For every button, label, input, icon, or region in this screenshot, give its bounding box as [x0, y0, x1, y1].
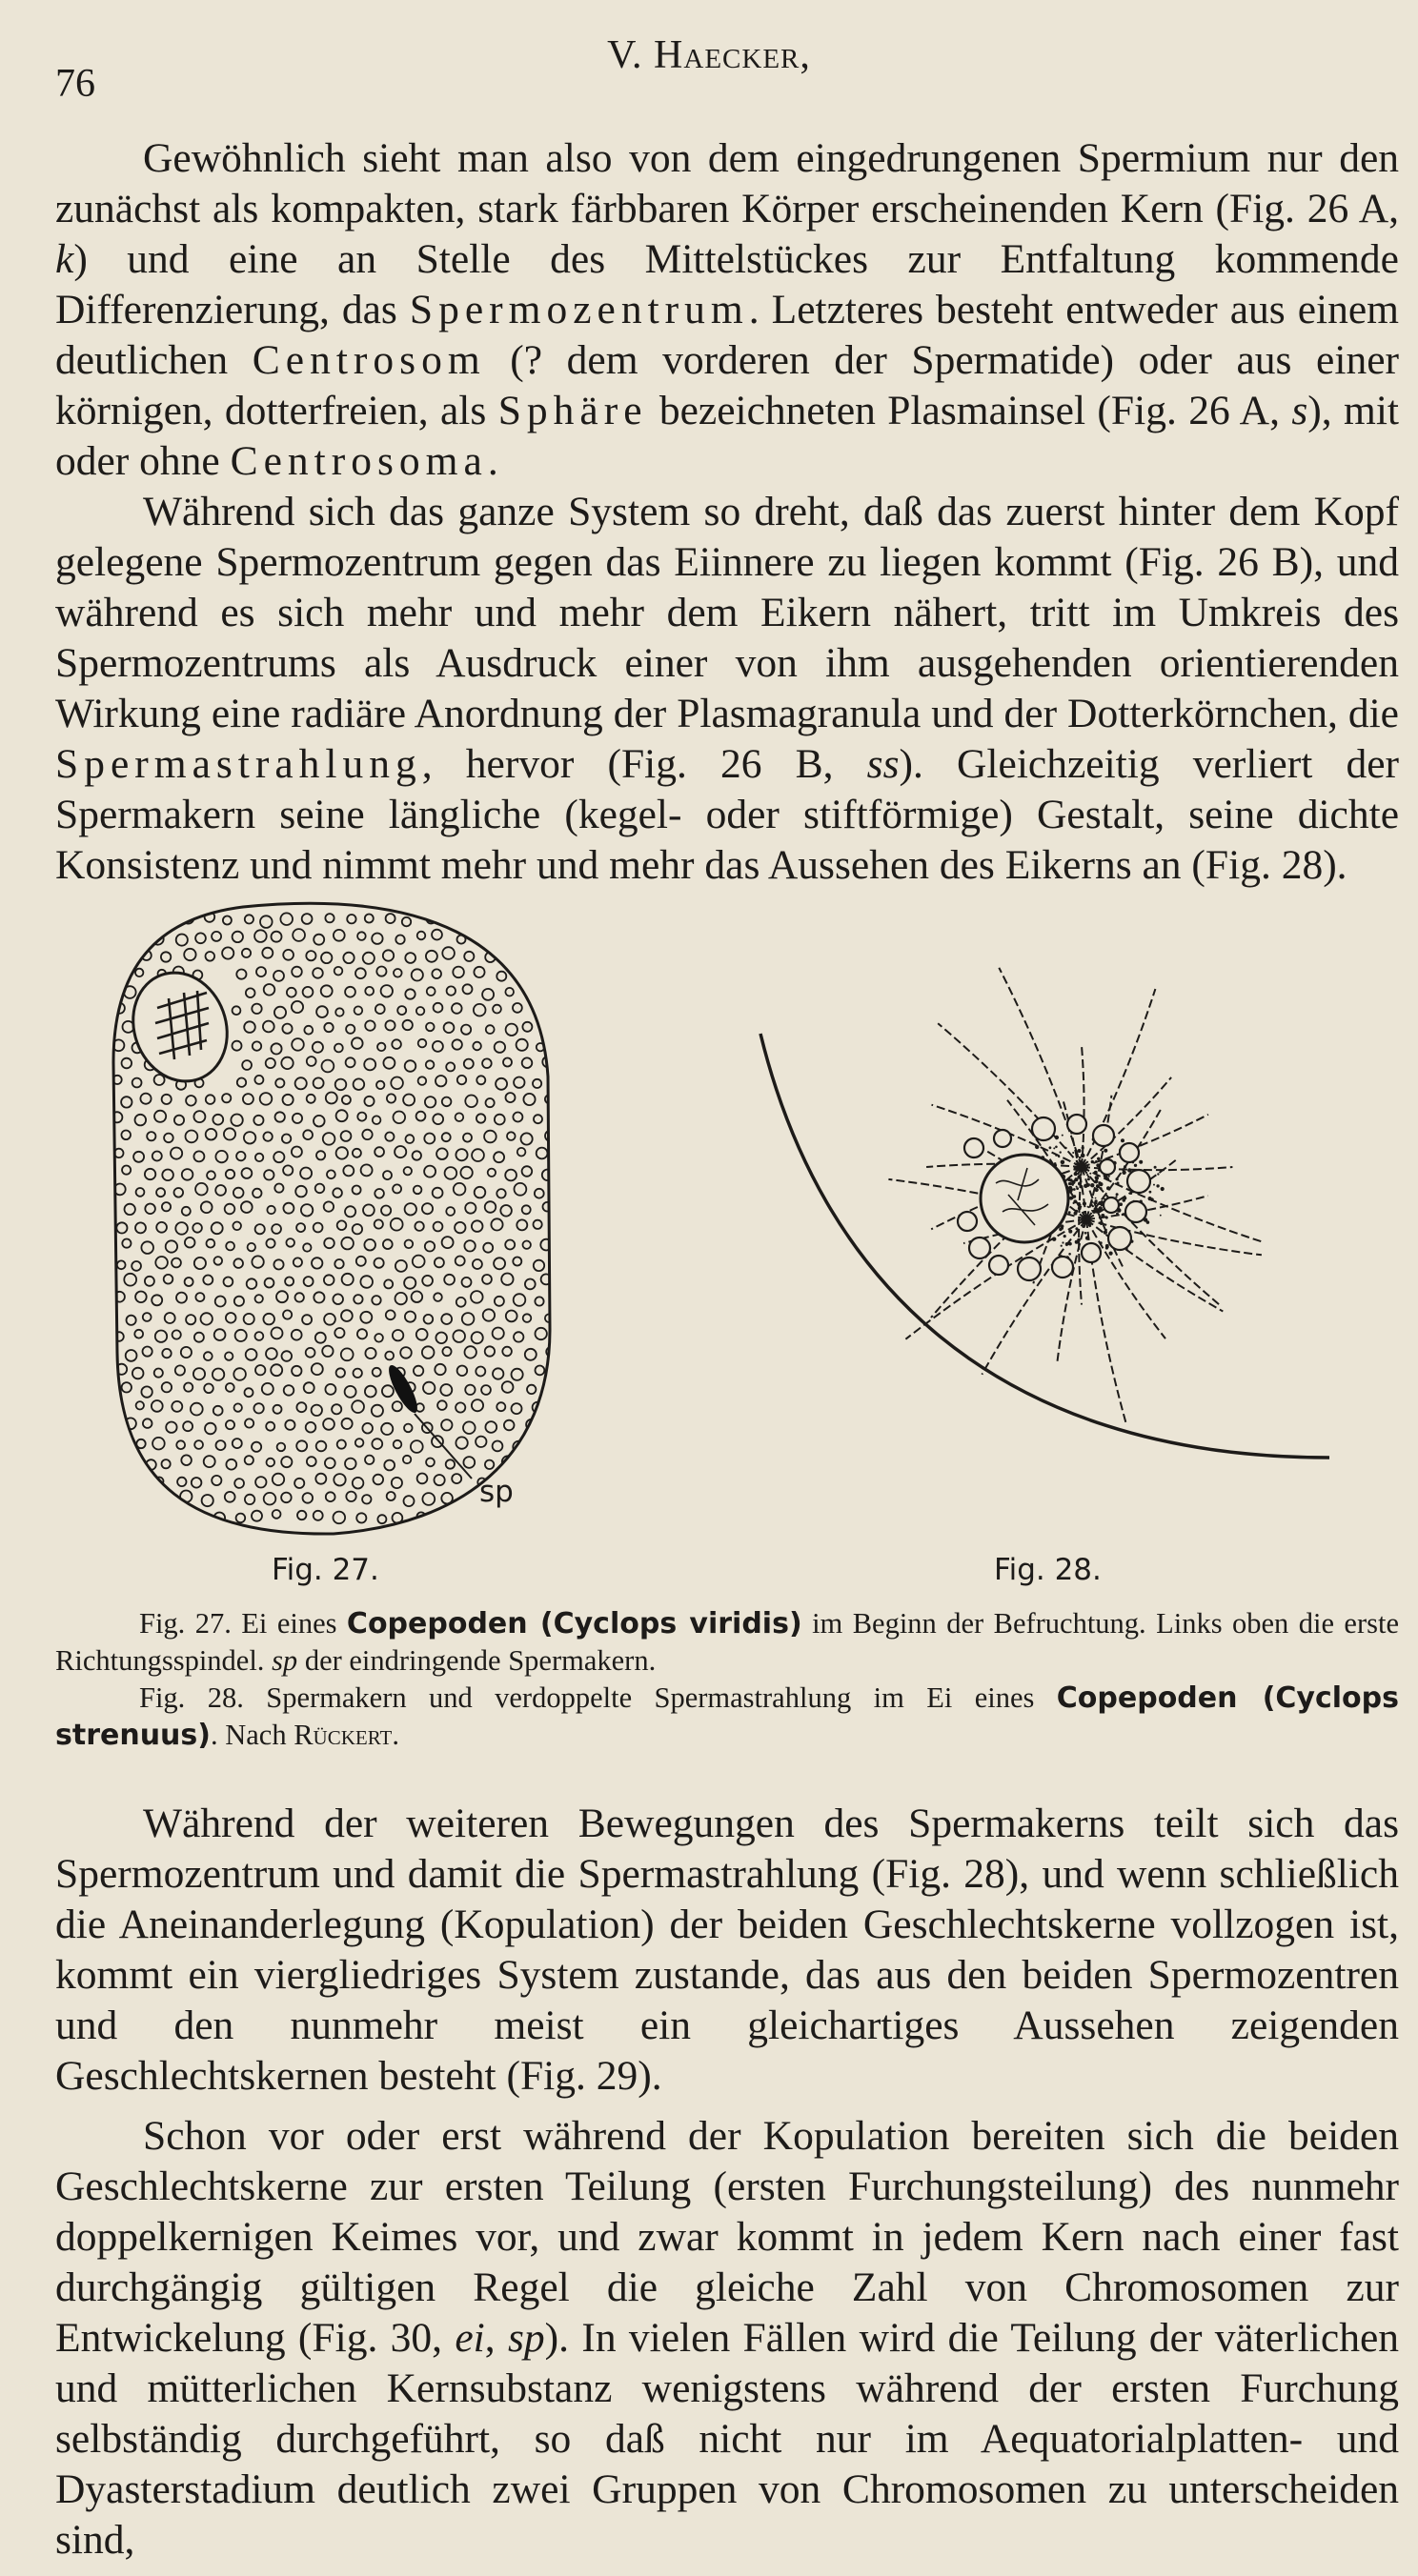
running-head-text: V. Haecker, — [607, 33, 811, 77]
term-centrosoma: Centrosoma — [230, 438, 488, 484]
caption-text-run: Fig. 27. Ei eines — [139, 1607, 347, 1640]
term-spermozentrum: Spermozentrum — [409, 287, 749, 332]
fig28-label: Fig. 28. — [994, 1553, 1102, 1587]
figure-captions — [55, 1605, 1399, 1754]
term-centrosom: Centrosom — [252, 337, 486, 383]
italic-symbol-k: k — [55, 236, 74, 282]
paragraph-furchungsteilung — [55, 2111, 1399, 2566]
term-sphaere: Sphäre — [497, 388, 648, 433]
caption-text-run: der eindringende Spermakern. — [297, 1644, 657, 1677]
caption-bold-taxon: Copepoden (Cyclops viridis) — [346, 1607, 802, 1640]
italic-symbol-ei: ei — [455, 2315, 485, 2361]
figure-27-drawing — [100, 896, 577, 1543]
text-run: Während sich das ganze System so dreht, daß das zuerst hinter dem Kopf gelegene Spermozentrum gegen das Eiinnere zu liegen kommt (Fig. 26 B), und während es sich mehr und mehr dem Eikern nähert, tritt im Umkreis des Spermozentrums als Ausdruck einer von ihm ausgehenden orientierenden Wirkung eine radiäre Anordnung der Plasmagranula und der Dotterkörnchen, die — [55, 489, 1399, 736]
caption-text-run: im Beginn der Befruchtung. Links oben die erste Richtungsspindel. — [55, 1607, 1399, 1677]
caption-text-run: . — [392, 1719, 399, 1751]
term-spermastrahlung: Spermastrahlung — [55, 741, 422, 787]
text-run: , — [484, 2315, 508, 2361]
upper-text-block — [55, 133, 1399, 891]
text-run: Gewöhnlich sieht man also von dem eingedrungenen Spermium nur den zunächst als kompakten, stark färbbaren Körper erscheinenden Kern (Fig. 26 A, — [55, 135, 1399, 231]
text-run: ). Gleichzeitig verliert der Spermakern seine längliche (kegel- oder stiftförmige) Gestalt, seine dichte Konsistenz und nimmt mehr und mehr das Aussehen des Eikerns an (Fig. 28). — [55, 741, 1399, 888]
fig27-annotation-sp: sp — [479, 1475, 514, 1509]
paragraph-spermastrahlung — [55, 487, 1399, 891]
text-run: . Letzteres besteht entweder aus einem deutlichen — [55, 287, 1400, 383]
caption-italic-sp: sp — [272, 1644, 298, 1677]
text-run: ) und eine an Stelle des Mittelstückes zur Entfaltung kommende Differenzierung, das — [55, 236, 1399, 332]
richtungsspindel — [118, 959, 242, 1095]
text-run: Schon vor oder erst während der Kopulation bereiten sich die beiden Geschlechtskerne zur ersten Teilung (ersten Furchungsteilung) des nunmehr doppelkernigen Keimes vor, und zwar kommt in jedem Kern nach einer fast durchgängig gültigen Regel die gleiche Zahl von Chromosomen zur Entwickelung (Fig. 30, — [55, 2113, 1399, 2361]
text-run: ), mit oder ohne — [55, 388, 1400, 484]
egg-outline-arc — [760, 1034, 1329, 1458]
italic-symbol-ss: ss — [866, 741, 900, 787]
caption-text-run: . Nach — [210, 1719, 294, 1751]
paragraph-spermozentrum — [55, 133, 1399, 487]
caption-bold-taxon: Copepoden (Cyclops strenuus) — [55, 1681, 1399, 1752]
fig27-label: Fig. 27. — [272, 1553, 379, 1587]
paragraph-kopulation: Während der weiteren Bewegungen des Spermakerns teilt sich das Spermozentrum und damit die Spermastrahlung (Fig. 28), und wenn schließlich die Aneinanderlegung (Kopulation) der beiden Geschlechtskerne vollzogen ist, kommt ein viergliedriges System zustande, das aus den beiden Spermozentren und den nunmehr meist ein gleichartiges Aussehen zeigenden Geschlechtskernen besteht (Fig. 29). — [55, 1801, 1399, 2099]
italic-symbol-s: s — [1291, 388, 1308, 433]
sperm-nucleus — [384, 1362, 472, 1479]
lower-text-block — [55, 1799, 1399, 2566]
sperm-nucleus-fig28 — [981, 1155, 1068, 1242]
running-head — [0, 32, 1418, 78]
caption-fig28 — [55, 1680, 1399, 1754]
text-run: ). In vielen Fällen wird die Teilung der väterlichen und mütterlichen Kernsubstanz wenigstens während der ersten Furchung selbständig durchgeführt, so daß nicht nur im Aequatorialplatten- und Dyasterstadium deutlich zwei Gruppen von Chromosomen zu unterscheiden sind, — [55, 2315, 1400, 2563]
caption-author-rueckert: Rückert — [294, 1719, 393, 1751]
text-run: , hervor (Fig. 26 B, — [421, 741, 867, 787]
text-run: . — [487, 438, 498, 484]
page-number: 76 — [55, 62, 95, 106]
text-run: bezeichneten Plasmainsel (Fig. 26 A, — [647, 388, 1292, 433]
figure-28-drawing — [753, 962, 1344, 1477]
text-run: (? dem vorderen der Spermatide) oder aus einer körnigen, dotterfreien, als — [55, 337, 1399, 433]
italic-symbol-sp: sp — [507, 2315, 545, 2361]
caption-text-run: Fig. 28. Spermakern und verdoppelte Spermastrahlung im Ei eines — [139, 1681, 1057, 1714]
caption-fig27 — [55, 1605, 1399, 1680]
